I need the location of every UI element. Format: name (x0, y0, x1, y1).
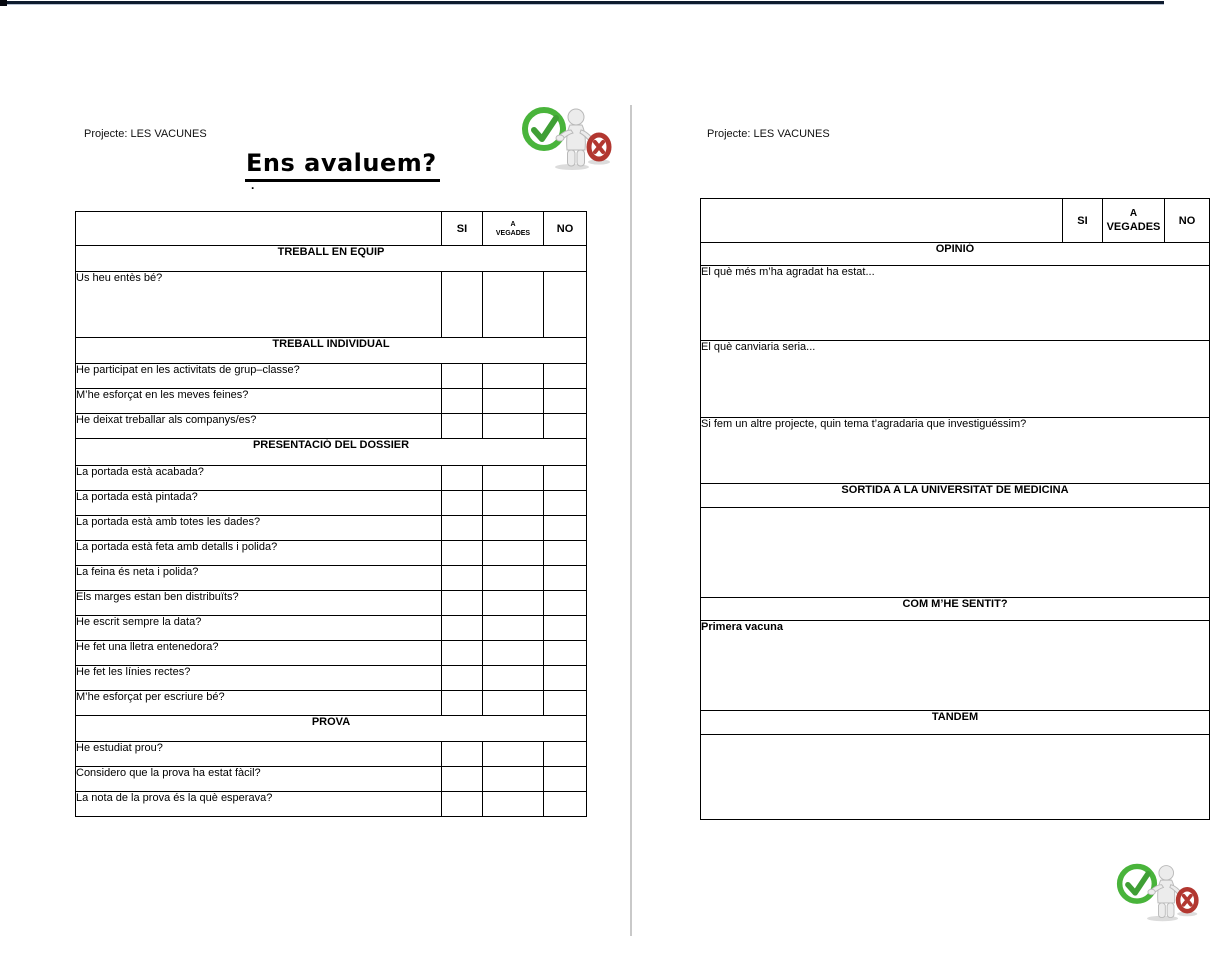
section-label: SORTIDA A LA UNIVERSITAT DE MEDICINA (701, 484, 1210, 508)
header-si: SI (1063, 199, 1103, 243)
page-divider (630, 105, 632, 936)
question-cell: He fet les línies rectes? (76, 666, 442, 691)
header-no: NO (1165, 199, 1210, 243)
question-row (76, 641, 587, 666)
answer-cell-avegades (483, 414, 544, 439)
section-label: COM M’HE SENTIT? (701, 598, 1210, 621)
project-label-left: Projecte: LES VACUNES (84, 128, 207, 140)
approve-reject-icon (1116, 857, 1200, 927)
answer-cell-no (544, 491, 587, 516)
question-row (76, 666, 587, 691)
section-row (701, 484, 1210, 508)
question-cell: La portada està amb totes les dades? (76, 516, 442, 541)
header-blank-cell (76, 212, 442, 246)
answer-cell-si (442, 792, 483, 817)
answer-cell-avegades (483, 389, 544, 414)
open-row (701, 341, 1210, 418)
answer-cell-avegades (483, 742, 544, 767)
section-row (701, 711, 1210, 735)
open-answer-cell (701, 508, 1210, 598)
question-row (76, 414, 587, 439)
question-cell: La portada està feta amb detalls i polida? (76, 541, 442, 566)
answer-cell-no (544, 389, 587, 414)
header-si: SI (442, 212, 483, 246)
answer-cell-si (442, 364, 483, 389)
answer-cell-si (442, 641, 483, 666)
question-cell: Us heu entès bé? (76, 272, 442, 338)
question-cell: La feina és neta i polida? (76, 566, 442, 591)
project-label-right: Projecte: LES VACUNES (707, 128, 830, 140)
answer-cell-avegades (483, 691, 544, 716)
answer-cell-si (442, 466, 483, 491)
question-cell: Els marges estan ben distribuïts? (76, 591, 442, 616)
answer-cell-si (442, 566, 483, 591)
question-row (76, 742, 587, 767)
open-row (701, 735, 1210, 820)
question-row (76, 491, 587, 516)
header-a-vegades (483, 212, 544, 246)
question-row (76, 364, 587, 389)
question-cell: La portada està acabada? (76, 466, 442, 491)
question-row (76, 792, 587, 817)
section-row (76, 246, 587, 272)
answer-cell-si (442, 272, 483, 338)
title-period: . (251, 178, 255, 192)
question-row (76, 272, 587, 338)
question-row (76, 516, 587, 541)
question-row (76, 389, 587, 414)
answer-cell-si (442, 767, 483, 792)
section-label: PROVA (76, 716, 587, 742)
header-a-vegades-line1: A (510, 220, 516, 228)
answer-cell-avegades (483, 641, 544, 666)
answer-cell-no (544, 272, 587, 338)
question-row (76, 466, 587, 491)
section-row (701, 598, 1210, 621)
answer-cell-avegades (483, 364, 544, 389)
header-a-vegades-line1: A (1129, 208, 1138, 219)
open-row (701, 508, 1210, 598)
answer-cell-avegades (483, 666, 544, 691)
answer-cell-no (544, 591, 587, 616)
answer-cell-si (442, 389, 483, 414)
answer-cell-si (442, 491, 483, 516)
question-cell: He deixat treballar als companys/es? (76, 414, 442, 439)
open-row (701, 621, 1210, 711)
question-cell: Considero que la prova ha estat fàcil? (76, 767, 442, 792)
question-cell: M’he esforçat per escriure bé? (76, 691, 442, 716)
answer-cell-no (544, 616, 587, 641)
page-title: Ens avaluem? (245, 149, 440, 182)
section-label: TREBALL INDIVIDUAL (76, 338, 587, 364)
evaluation-table-right (700, 198, 1210, 820)
open-question-cell: El què canviaria seria... (701, 341, 1210, 418)
answer-cell-avegades (483, 541, 544, 566)
answer-cell-avegades (483, 591, 544, 616)
answer-cell-si (442, 516, 483, 541)
answer-cell-no (544, 691, 587, 716)
section-row (76, 338, 587, 364)
question-cell: M’he esforçat en les meves feines? (76, 389, 442, 414)
answer-cell-avegades (483, 767, 544, 792)
question-cell: He participat en les activitats de grup–classe? (76, 364, 442, 389)
question-cell: He escrit sempre la data? (76, 616, 442, 641)
answer-cell-si (442, 591, 483, 616)
section-row (76, 716, 587, 742)
question-row (76, 691, 587, 716)
answer-cell-avegades (483, 466, 544, 491)
open-row (701, 418, 1210, 484)
answer-cell-si (442, 742, 483, 767)
answer-cell-avegades (483, 792, 544, 817)
question-row (76, 541, 587, 566)
open-question-cell: Si fem un altre projecte, quin tema t’agradaria que investiguéssim? (701, 418, 1210, 484)
evaluation-table-left (75, 211, 587, 817)
header-a-vegades-line2: VEGADES (1106, 221, 1161, 233)
open-question-cell: Primera vacuna (701, 621, 1210, 711)
question-cell: He fet una lletra entenedora? (76, 641, 442, 666)
answer-cell-avegades (483, 566, 544, 591)
open-question-cell: El què més m’ha agradat ha estat... (701, 266, 1210, 341)
answer-cell-no (544, 516, 587, 541)
answer-cell-no (544, 641, 587, 666)
answer-cell-no (544, 414, 587, 439)
answer-cell-no (544, 466, 587, 491)
approve-reject-icon (521, 105, 613, 171)
answer-cell-avegades (483, 516, 544, 541)
answer-cell-no (544, 767, 587, 792)
header-a-vegades (1103, 199, 1165, 243)
answer-cell-no (544, 792, 587, 817)
answer-cell-si (442, 691, 483, 716)
answer-cell-avegades (483, 616, 544, 641)
window-corner-mark (0, 0, 7, 6)
section-label: TREBALL EN EQUIP (76, 246, 587, 272)
answer-cell-si (442, 541, 483, 566)
answer-cell-no (544, 364, 587, 389)
section-label: TANDEM (701, 711, 1210, 735)
answer-cell-avegades (483, 272, 544, 338)
answer-cell-no (544, 742, 587, 767)
header-blank-cell (701, 199, 1063, 243)
answer-cell-si (442, 616, 483, 641)
question-row (76, 767, 587, 792)
question-cell: La portada està pintada? (76, 491, 442, 516)
section-label: PRESENTACIÓ DEL DOSSIER (76, 439, 587, 466)
question-cell: La nota de la prova és la què esperava? (76, 792, 442, 817)
open-row (701, 266, 1210, 341)
header-no: NO (544, 212, 587, 246)
table-header-row (76, 212, 587, 246)
section-label: OPINIÓ (701, 243, 1210, 266)
section-row (701, 243, 1210, 266)
answer-cell-no (544, 541, 587, 566)
section-row (76, 439, 587, 466)
answer-cell-si (442, 414, 483, 439)
open-answer-cell (701, 735, 1210, 820)
table-header-row (701, 199, 1210, 243)
question-row (76, 566, 587, 591)
answer-cell-si (442, 666, 483, 691)
window-top-edge-shadow (0, 4, 1164, 5)
question-cell: He estudiat prou? (76, 742, 442, 767)
answer-cell-avegades (483, 491, 544, 516)
question-row (76, 591, 587, 616)
header-a-vegades-line2: VEGADES (495, 229, 531, 237)
answer-cell-no (544, 566, 587, 591)
answer-cell-no (544, 666, 587, 691)
question-row (76, 616, 587, 641)
